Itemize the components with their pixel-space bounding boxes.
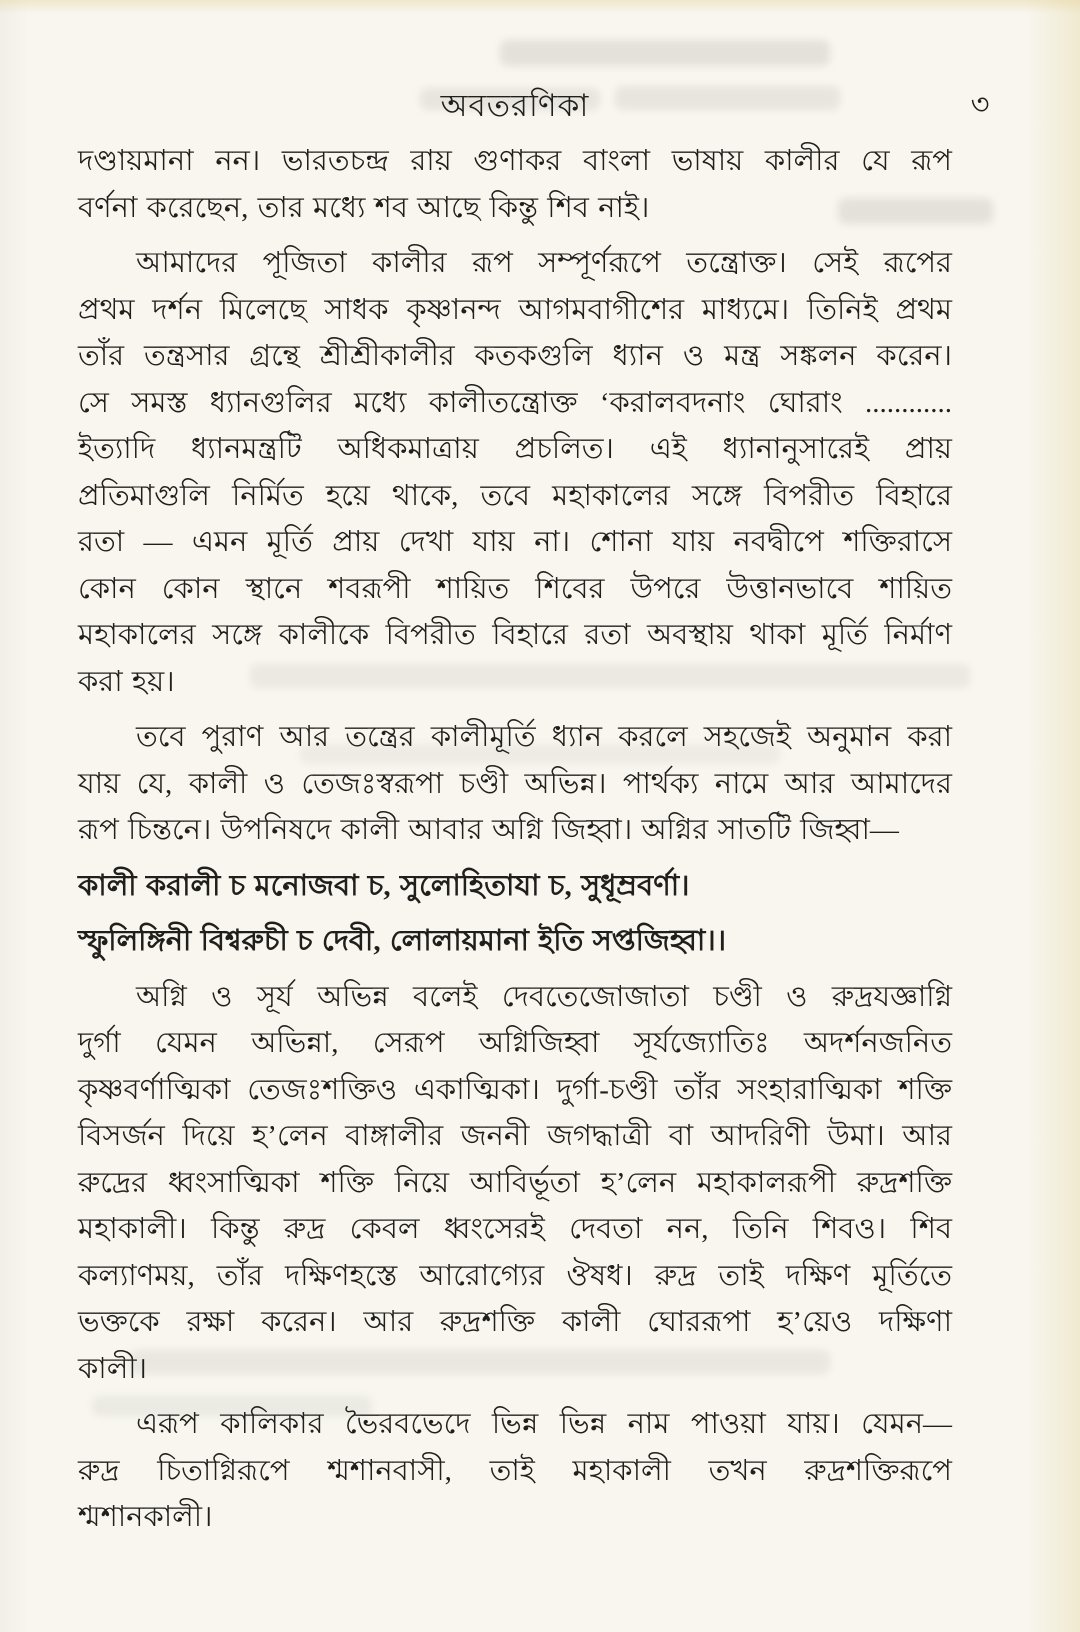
text-line: প্রথম দর্শন মিলেছে সাধক কৃষ্ণানন্দ আগমবাগীশের মাধ্যমে। তিনিই প্রথম: [78, 293, 952, 326]
text-line: রুদ্র চিতাগ্নিরূপে শ্মশানবাসী, তাই মহাকালী তখন রুদ্রশক্তিরূপে: [78, 1454, 952, 1487]
text-line: স্ফুলিঙ্গিনী বিশ্বরুচী চ দেবী, লোলায়মানা ইতি সপ্তজিহ্বা।।: [78, 925, 727, 957]
paragraph: [78, 240, 952, 705]
text-line: বর্ণনা করেছেন, তার মধ্যে শব আছে কিন্তু শিব নাই।: [78, 191, 650, 224]
text-line: অগ্নি ও সূর্য অভিন্ন বলেই দেবতেজোজাতা চণ্ডী ও রুদ্রযজ্ঞাগ্নি: [136, 980, 952, 1013]
text-line: দুর্গা যেমন অভিন্না, সেরূপ অগ্নিজিহ্বা সূর্যজ্যোতিঃ অদর্শনজনিত: [78, 1027, 952, 1059]
text-line: দণ্ডায়মানা নন। ভারতচন্দ্র রায় গুণাকর বাংলা ভাষায় কালীর যে রূপ: [78, 145, 952, 177]
text-line: আমাদের পূজিতা কালীর রূপ সম্পূর্ণরূপে তন্ত্রোক্ত। সেই রূপের: [136, 247, 952, 279]
text-line: ইত্যাদি ধ্যানমন্ত্রটি অধিকমাত্রায় প্রচলিত। এই ধ্যানানুসারেই প্রায়: [78, 433, 952, 465]
verse-paragraph: [78, 918, 952, 965]
text-line: শ্মশানকালী।: [78, 1501, 213, 1533]
paragraph: [78, 714, 952, 854]
paragraph: [78, 1401, 952, 1541]
text-line: করা হয়।: [78, 665, 175, 698]
text-line: সে সমস্ত ধ্যানগুলির মধ্যে কালীতন্ত্রোক্ত ‘করালবদনাং ঘোরাং ............: [78, 386, 952, 419]
text-line: কালী করালী চ মনোজবা চ, সুলোহিতাযা চ, সুধূম্রবর্ণা।: [78, 869, 690, 902]
text-line: প্রতিমাগুলি নির্মিত হয়ে থাকে, তবে মহাকালের সঙ্গে বিপরীত বিহারে: [78, 479, 952, 512]
chapter-title: অবতরণিকা: [440, 88, 590, 123]
paragraph: [78, 138, 952, 231]
page-number: ৩: [970, 89, 990, 121]
verse-paragraph: [78, 863, 952, 910]
text-line: ভক্তকে রক্ষা করেন। আর রুদ্রশক্তি কালী ঘোররূপা হ’য়েও দক্ষিণা: [78, 1306, 952, 1338]
text-line: মহাকালের সঙ্গে কালীকে বিপরীত বিহারে রতা অবস্থায় থাকা মূর্তি নির্মাণ: [78, 619, 952, 651]
paragraph: [78, 974, 952, 1393]
text-line: রতা — এমন মূর্তি প্রায় দেখা যায় না। শোনা যায় নবদ্বীপে শক্তিরাসে: [78, 526, 952, 558]
text-line: মহাকালী। কিন্তু রুদ্র কেবল ধ্বংসেরই দেবতা নন, তিনি শিবও। শিব: [78, 1213, 952, 1245]
text-line: তবে পুরাণ আর তন্ত্রের কালীমূর্তি ধ্যান করলে সহজেই অনুমান করা: [136, 721, 952, 753]
text-line: কালী।: [78, 1352, 147, 1385]
text-line: কোন কোন স্থানে শবরূপী শায়িত শিবের উপরে উত্তানভাবে শায়িত: [78, 572, 952, 605]
text-line: যায় যে, কালী ও তেজঃস্বরূপা চণ্ডী অভিন্ন। পার্থক্য নামে আর আমাদের: [78, 767, 952, 800]
ghost-bleedthrough: [500, 40, 830, 66]
text-line: বিসর্জন দিয়ে হ’লেন বাঙ্গালীর জননী জগদ্ধাত্রী বা আদরিণী উমা। আর: [78, 1120, 952, 1152]
body-text: [78, 138, 952, 1541]
text-line: তাঁর তন্ত্রসার গ্রন্থে শ্রীশ্রীকালীর কতকগুলি ধ্যান ও মন্ত্র সঙ্কলন করেন।: [78, 340, 952, 372]
text-line: কৃষ্ণবর্ণাত্মিকা তেজঃশক্তিও একাত্মিকা। দুর্গা-চণ্ডী তাঁর সংহারাত্মিকা শক্তি: [78, 1073, 952, 1106]
text-line: রুদ্রের ধ্বংসাত্মিকা শক্তি নিয়ে আবির্ভূতা হ’লেন মহাকালরূপী রুদ্রশক্তি: [78, 1166, 952, 1199]
text-line: কল্যাণময়, তাঁর দক্ষিণহস্তে আরোগ্যের ঔষধ। রুদ্র তাই দক্ষিণ মূর্তিতে: [78, 1259, 952, 1292]
text-line: এরূপ কালিকার ভৈরবভেদে ভিন্ন ভিন্ন নাম পাওয়া যায়। যেমন—: [136, 1408, 952, 1440]
text-line: রূপ চিন্তনে। উপনিষদে কালী আবার অগ্নি জিহ্বা। অগ্নির সাতটি জিহ্বা—: [78, 814, 899, 846]
